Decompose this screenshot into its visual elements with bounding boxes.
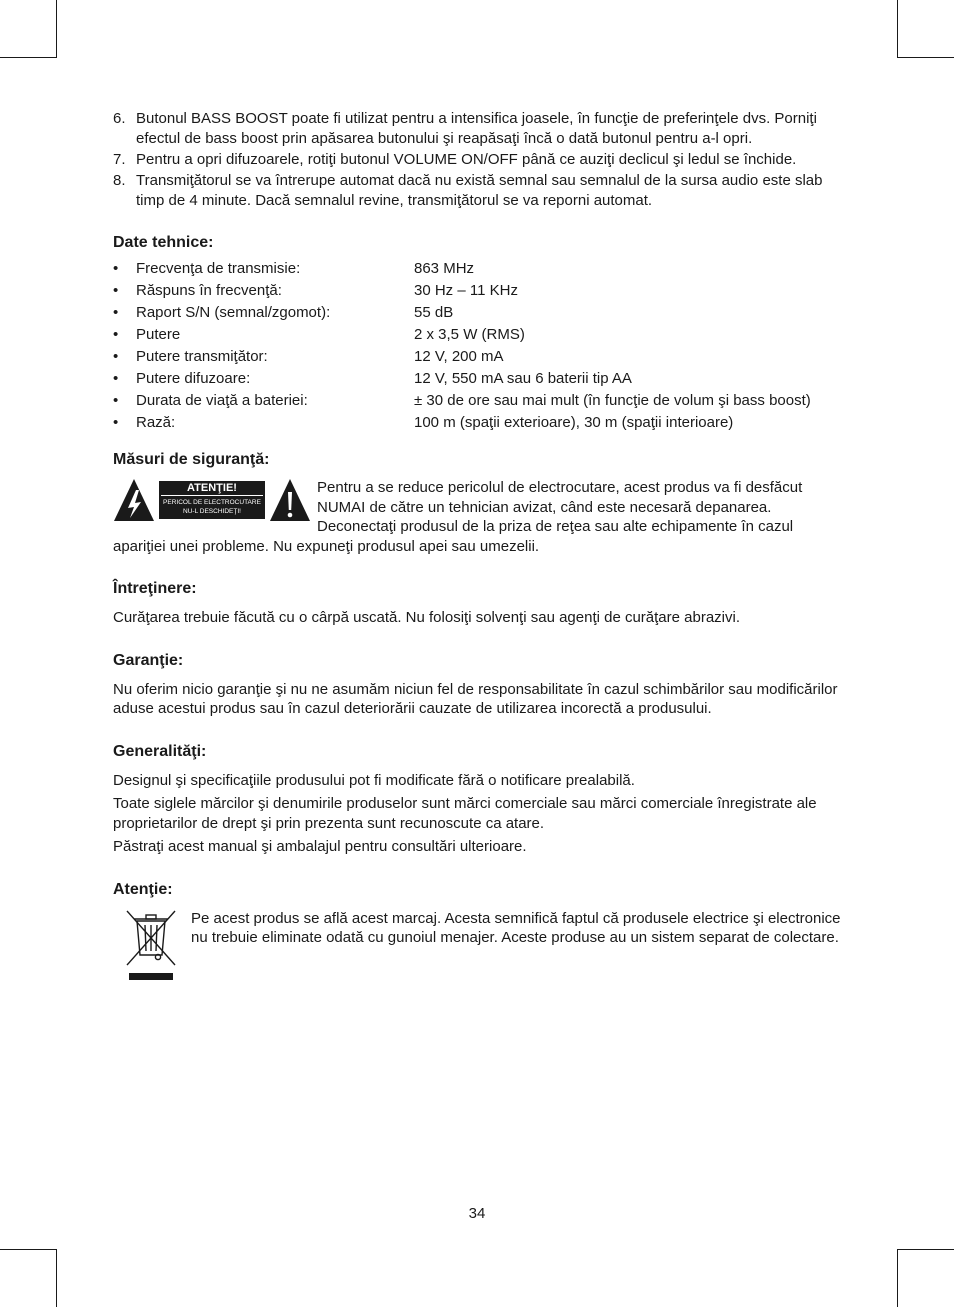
spec-label: Rază:: [136, 414, 176, 431]
item-text: Pentru a opri difuzoarele, rotiţi butonul VOLUME ON/OFF până ce auziţi declicul şi ledul se închide.: [136, 151, 797, 168]
safety-text: Pentru a se reduce pericolul de electrocutare, acest produs va fi desfăcut NUMAI de către un tehnician avizat, când este necesară depanarea. Deconectaţi produsul de la priza de reţea sau alte echipamente în cazul apariţiei unei probleme. Nu expuneţi produsul apei sau umezelii.: [113, 479, 803, 555]
crop-mark-br-vertical: [897, 1249, 898, 1307]
maintenance-heading: Întreţinere:: [113, 580, 197, 597]
general-heading: Generalităţi:: [113, 742, 207, 760]
spec-value: 100 m (spaţii exterioare), 30 m (spaţii interioare): [414, 414, 734, 431]
safety-heading: Măsuri de siguranţă:: [113, 451, 270, 468]
attention-text: Pe acest produs se află acest marcaj. Acesta semnifică faptul că produsele electrice şi electronice nu trebuie eliminate odată cu gunoiul menajer. Aceste produse au un sistem separat de colectare.: [191, 909, 841, 946]
bullet: •: [113, 414, 119, 431]
item-number: 8.: [113, 172, 126, 189]
crop-mark-bl-horizontal: [0, 1249, 57, 1250]
spec-value: 30 Hz – 11 KHz: [414, 282, 518, 299]
item-number: 7.: [113, 151, 126, 168]
item-text: Transmiţătorul se va întrerupe automat dacă nu există semnal sau semnalul de la sursa audio este slab timp de 4 minute. Dacă semnalul revine, transmiţătorul se va reporni automat.: [136, 172, 823, 209]
safety-section: [113, 478, 843, 556]
warranty-text: Nu oferim nicio garanţie şi nu ne asumăm niciun fel de responsabilitate în cazul schimbărilor sau modificărilor aduse acestui produs sau în cazul deteriorării cauzate de utilizarea incorectă a produsului.: [113, 680, 838, 717]
attention-line-1: PERICOL DE ELECTROCUTARE: [163, 499, 261, 506]
crop-mark-tl-horizontal: [0, 57, 57, 58]
lightning-warning-icon: [113, 478, 155, 522]
attention-title: ATENŢIE!: [161, 481, 263, 496]
spec-label: Putere transmiţător:: [136, 348, 268, 365]
warranty-heading: Garanţie:: [113, 651, 184, 669]
crop-mark-tr-horizontal: [897, 57, 954, 58]
maintenance-text: Curăţarea trebuie făcută cu o cârpă uscată. Nu folosiţi solvenţi sau agenţi de curăţare abrazivi.: [113, 609, 741, 626]
bullet: •: [113, 348, 119, 365]
spec-label: Răspuns în frecvenţă:: [136, 282, 282, 299]
spec-value: 2 x 3,5 W (RMS): [414, 326, 525, 343]
spec-label: Frecvenţa de transmisie:: [136, 260, 301, 277]
attention-box: [159, 481, 265, 519]
bullet: •: [113, 304, 119, 321]
spec-row: [113, 413, 843, 435]
spec-value: 55 dB: [414, 304, 454, 321]
bullet: •: [113, 326, 119, 343]
spec-value: 863 MHz: [414, 260, 475, 277]
bullet: •: [113, 282, 119, 299]
spec-label: Durata de viaţă a bateriei:: [136, 392, 308, 409]
crop-mark-tl-vertical: [56, 0, 57, 58]
spec-row: [113, 259, 843, 281]
attention-line-2: NU-L DESCHIDEŢI!: [183, 508, 241, 515]
crossed-out-bin-icon: [125, 909, 177, 981]
crop-mark-br-horizontal: [897, 1249, 954, 1250]
instruction-item: [113, 171, 843, 211]
spec-row: [113, 303, 843, 325]
attention-subtitle: [159, 496, 265, 516]
attention-heading: Atenţie:: [113, 880, 173, 898]
instruction-list: [113, 109, 843, 211]
electric-shock-warning-label: [113, 478, 311, 522]
spec-row: [113, 325, 843, 347]
exclamation-warning-icon: [269, 478, 311, 522]
weee-section: [113, 909, 843, 981]
spec-value: ± 30 de ore sau mai mult (în funcţie de volum şi bass boost): [414, 392, 811, 409]
spec-value: 12 V, 550 mA sau 6 baterii tip AA: [414, 370, 632, 387]
spec-label: Raport S/N (semnal/zgomot):: [136, 304, 331, 321]
general-paragraph: Toate siglele mărcilor şi denumirile produselor sunt mărci comerciale sau mărci comerciale înregistrate ale proprietarilor de drept şi prin prezenta sunt recunoscute ca atare.: [113, 795, 817, 832]
spec-value: 12 V, 200 mA: [414, 348, 504, 365]
page-content: [113, 109, 843, 981]
spec-label: Putere difuzoare:: [136, 370, 251, 387]
spec-label: Putere: [136, 326, 181, 343]
spec-row: [113, 391, 843, 413]
bullet: •: [113, 260, 119, 277]
page-number: 34: [468, 1205, 486, 1222]
spec-row: [113, 347, 843, 369]
spec-row: [113, 369, 843, 391]
item-text: Butonul BASS BOOST poate fi utilizat pentru a intensifica joasele, în funcţie de preferinţele dvs. Porniţi efectul de bass boost prin apăsarea butonului şi reapăsaţi încă o dată butonul pentru a-l opri.: [136, 110, 817, 147]
general-paragraph: Designul şi specificaţiile produsului pot fi modificate fără o notificare prealabilă.: [113, 771, 635, 789]
specs-list: [113, 259, 843, 435]
instruction-item: [113, 109, 843, 149]
crop-mark-bl-vertical: [56, 1249, 57, 1307]
specs-heading: Date tehnice:: [113, 234, 214, 251]
instruction-item: [113, 150, 843, 170]
general-paragraph: Păstraţi acest manual şi ambalajul pentru consultări ulterioare.: [113, 838, 527, 855]
bullet: •: [113, 370, 119, 387]
spec-row: [113, 281, 843, 303]
crop-mark-tr-vertical: [897, 0, 898, 58]
bullet: •: [113, 392, 119, 409]
item-number: 6.: [113, 110, 126, 127]
